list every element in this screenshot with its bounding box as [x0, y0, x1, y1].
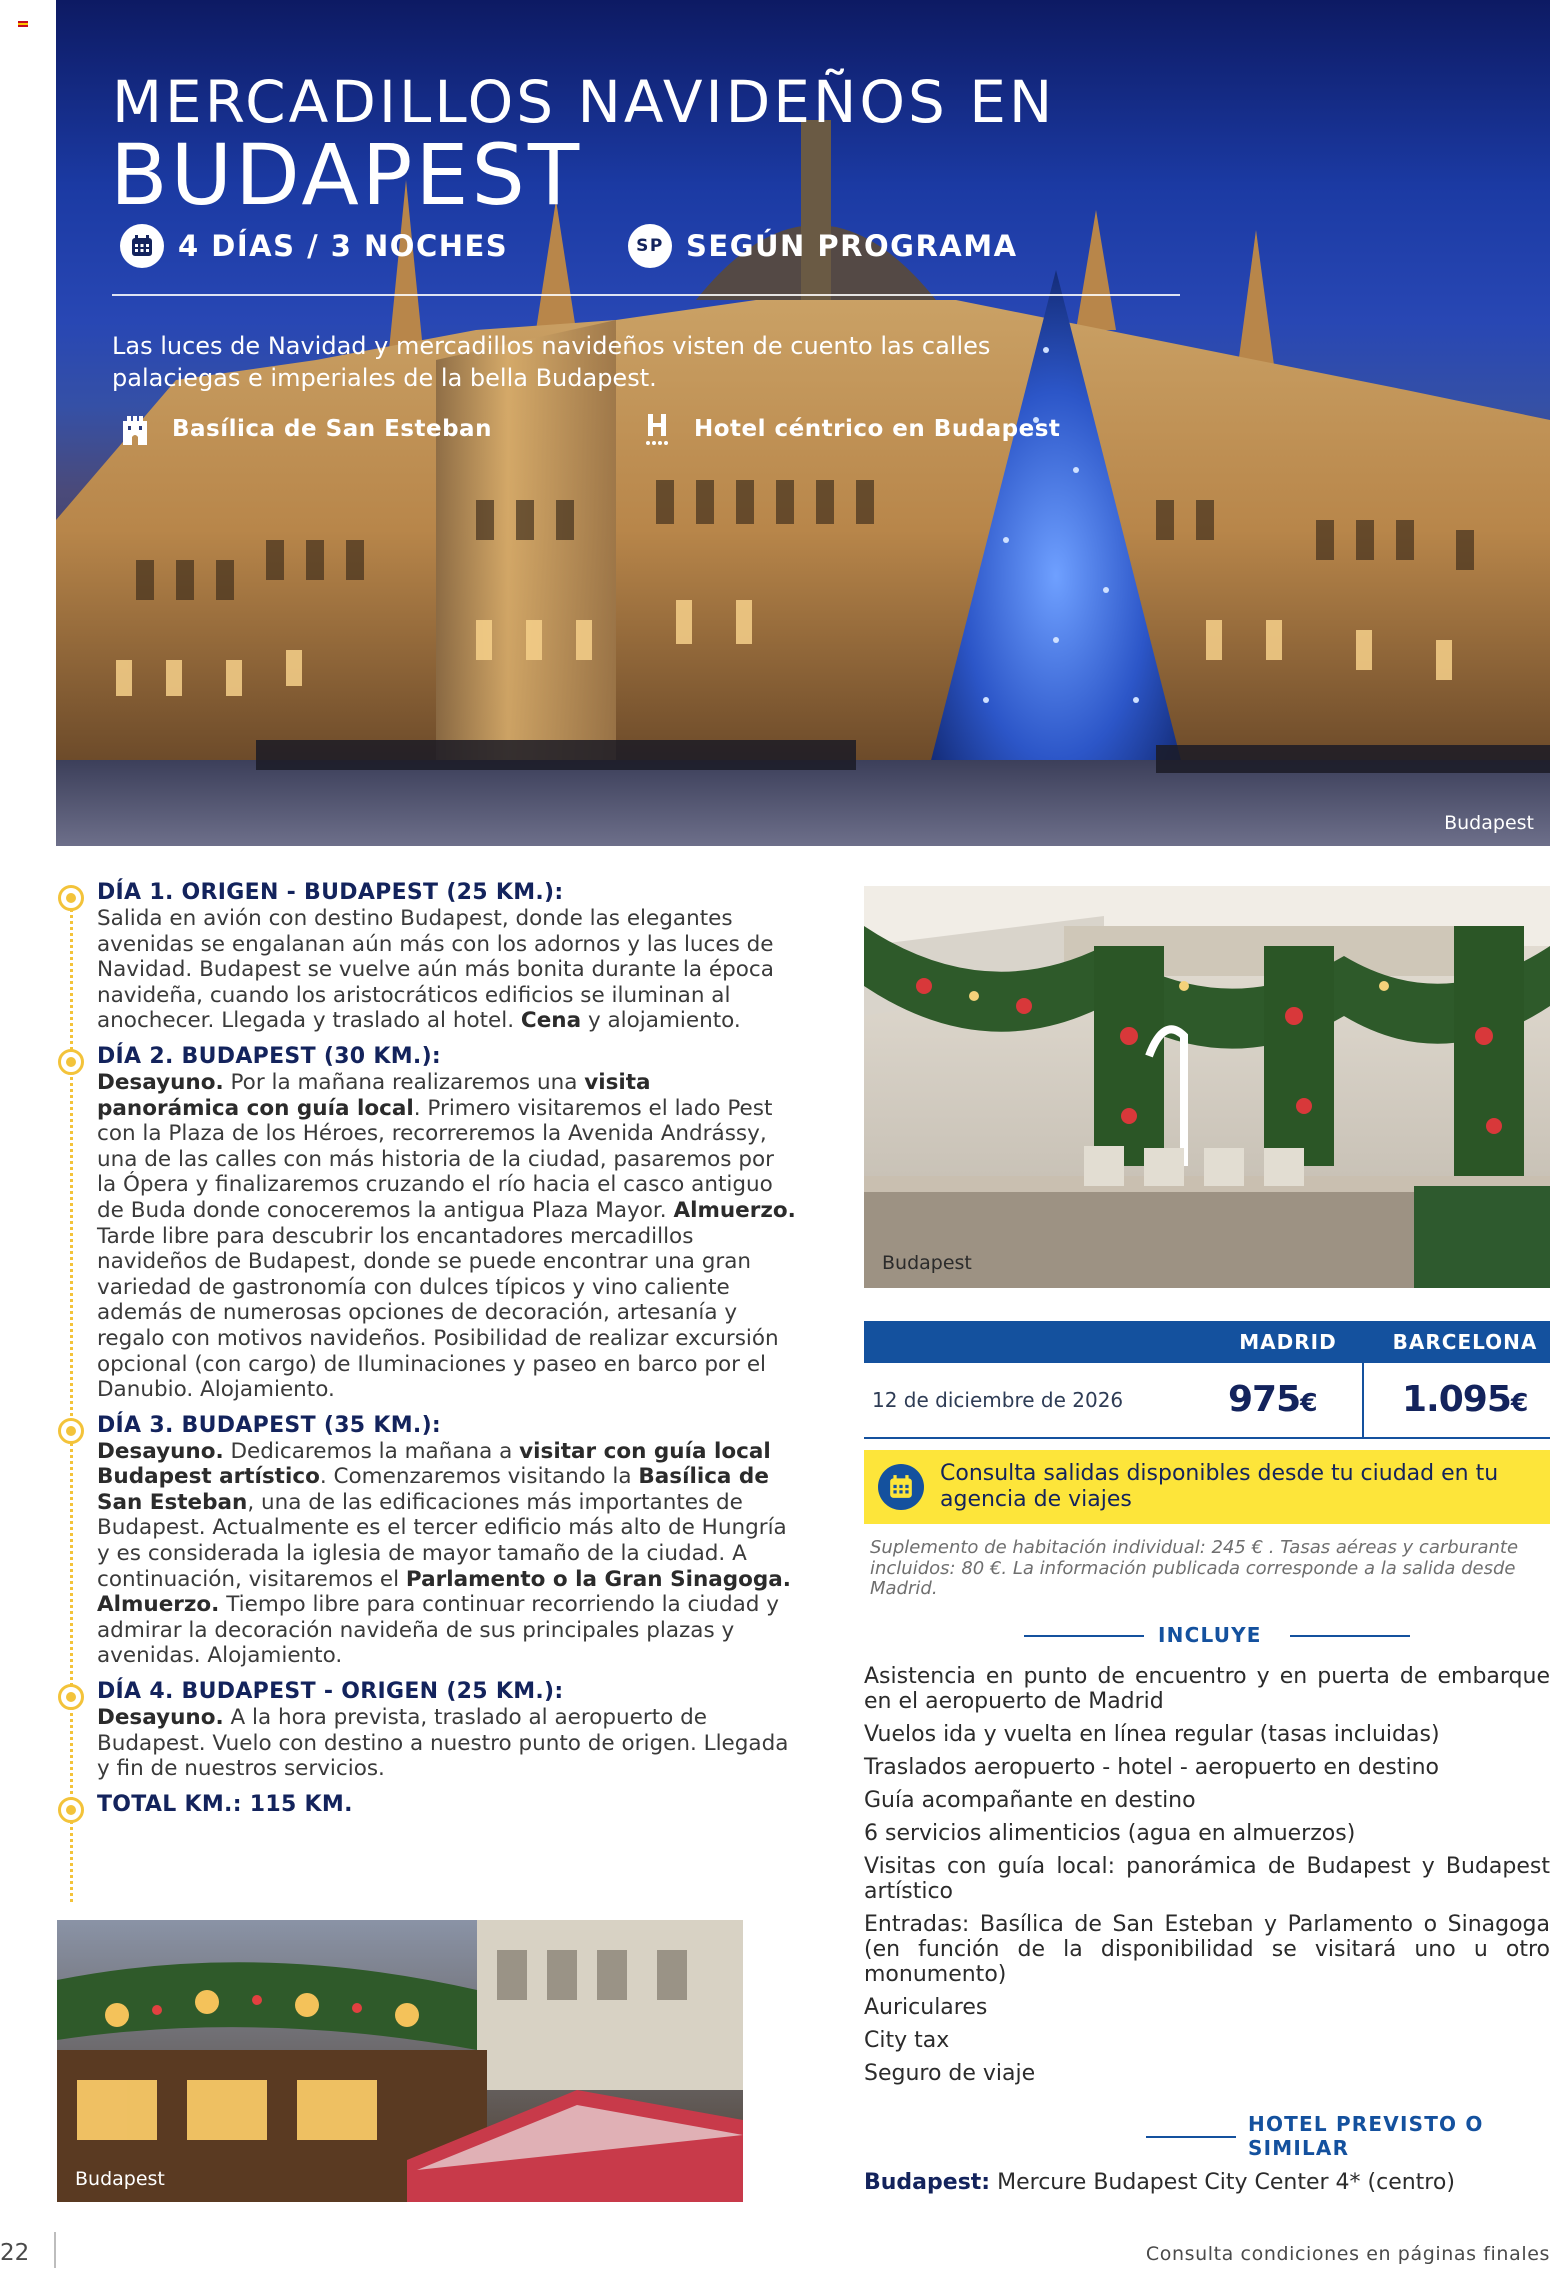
hero-divider [112, 294, 1180, 296]
currency-symbol: € [1300, 1388, 1317, 1417]
incluye-item: Seguro de viaje [864, 2061, 1036, 2086]
photo-stall-illustration [864, 886, 1550, 1288]
incluye-item: Guía acompañante en destino [864, 1788, 1196, 1813]
calendar-icon [120, 224, 164, 268]
day-2 [56, 1044, 796, 1403]
day-3-text: Desayuno. Dedicaremos la mañana a visitar con guía local Budapest artístico. Comenzaremos visitando la Basílica de San Esteban, una de las edificaciones más importantes de Budapest. Actualmente es el tercer edificio más alto de Hungría y es considerada la iglesia de mayor tamaño de la ciudad. A continuación, visitaremos el Parlamento o la Gran Sinagoga. Almuerzo. Tiempo libre para continuar recorriendo la ciudad y admirar la decoración navideña de sus principales plazas y avenidas. Alojamiento. [97, 1438, 791, 1669]
program-text: SEGÚN PROGRAMA [686, 229, 1018, 263]
incluye-item: 6 servicios alimenticios (agua en almuerzos) [864, 1821, 1356, 1846]
photo-christmas-market [57, 1920, 743, 2202]
currency-symbol: € [1510, 1388, 1528, 1417]
hero-title-line1: MERCADILLOS NAVIDEÑOS EN [112, 68, 1056, 136]
feature-basilica [120, 408, 492, 450]
incluye-rule-left [1024, 1635, 1144, 1637]
price-madrid [1228, 1379, 1317, 1420]
day-1 [56, 880, 796, 1034]
incluye-list [864, 1664, 1550, 2094]
castle-icon [120, 412, 150, 446]
incluye-heading [1146, 1622, 1296, 1648]
price-barcelona-value: 1.095 [1402, 1379, 1511, 1420]
feature-basilica-label: Basílica de San Esteban [172, 416, 492, 442]
timeline-dot [58, 1684, 84, 1710]
incluye-item: City tax [864, 2028, 950, 2053]
hotel-icon [642, 412, 672, 446]
photo-top-right-caption: Budapest [882, 1252, 972, 1274]
incluye-item: Asistencia en punto de encuentro y en puerta de embarque en el aeropuerto de Madrid [864, 1664, 1550, 1714]
timeline-dot [58, 885, 84, 911]
total-km [56, 1792, 796, 1818]
day-4-title: DÍA 4. BUDAPEST - ORIGEN (25 KM.): [97, 1679, 564, 1705]
hotel-heading-label: HOTEL PREVISTO O SIMILAR [1248, 2112, 1484, 2160]
incluye-item: Vuelos ida y vuelta en línea regular (tasas incluidas) [864, 1722, 1440, 1747]
hero-photo-caption: Budapest [1444, 812, 1534, 834]
consulta-text: Consulta salidas disponibles desde tu ciudad en tu agencia de viajes [940, 1461, 1499, 1512]
timeline-dot [58, 1049, 84, 1075]
timeline-dot [58, 1418, 84, 1444]
photo-market-stall [864, 886, 1550, 1288]
duration-text: 4 DÍAS / 3 NOCHES [178, 229, 509, 263]
day-3-title: DÍA 3. BUDAPEST (35 KM.): [97, 1412, 442, 1438]
feature-hotel-label: Hotel céntrico en Budapest [694, 416, 1061, 442]
day-2-text: Desayuno. Por la mañana realizaremos una visita panorámica con guía local. Primero visitaremos el lado Pest con la Plaza de los Héroes, recorreremos la Avenida Andrássy, una de las calles con más historia de la ciudad, pasaremos por la Ópera y finalizaremos cruzando el río hacia el casco antiguo de Buda donde conoceremos la antigua Plaza Mayor. Almuerzo. Tarde libre para descubrir los encantadores mercadillos navideños de Budapest, donde se puede encontrar una gran variedad de gastronomía con dulces típicos y vino caliente además de numerosas opciones de decoración, artesanía y regalo con motivos navideños. Posibilidad de realizar excursión opcional (con cargo) de Iluminaciones y paseo en barco por el Danubio. Alojamiento. [97, 1069, 796, 1403]
day-4 [56, 1679, 796, 1782]
incluye-item: Visitas con guía local: panorámica de Budapest y Budapest artístico [864, 1854, 1550, 1904]
day-3 [56, 1413, 796, 1669]
timeline-dot [58, 1797, 84, 1823]
hero-description: Las luces de Navidad y mercadillos navideños visten de cuento las calles palaciegas e imperiales de la bella Budapest. [112, 332, 991, 392]
departure-date: 12 de diciembre de 2026 [872, 1388, 1124, 1412]
price-table-header [864, 1321, 1550, 1363]
hotel-rule-left [1146, 2136, 1236, 2138]
hotel-line [864, 2170, 1455, 2195]
incluye-item: Traslados aeropuerto - hotel - aeropuerto en destino [864, 1755, 1439, 1780]
hero-title-line2: BUDAPEST [110, 126, 583, 224]
itinerary [56, 880, 796, 1818]
photo-bottom-left-caption: Budapest [75, 2168, 165, 2190]
duration-badge [120, 222, 508, 270]
day-1-text: Salida en avión con destino Budapest, donde las elegantes avenidas se engalanan aún más con los adornos y las luces de Navidad. Budapest se vuelve aún más bonita durante la época navideña, cuando los aristocráticos edificios se iluminan al anochecer. Llegada y traslado al hotel. Cena y alojamiento. [97, 906, 774, 1034]
feature-hotel [642, 408, 1060, 450]
day-2-title: DÍA 2. BUDAPEST (30 KM.): [97, 1043, 442, 1069]
consulta-banner [864, 1450, 1550, 1524]
program-badge [628, 222, 1018, 270]
price-barcelona [1402, 1379, 1527, 1420]
hero-banner [56, 0, 1550, 846]
incluye-item: Auriculares [864, 1995, 988, 2020]
sp-badge-icon: SP [628, 224, 672, 268]
total-km-text: TOTAL KM.: 115 KM. [97, 1791, 353, 1817]
hotel-city: Budapest: [864, 2170, 991, 2195]
hotel-name: Mercure Budapest City Center 4* (centro) [997, 2170, 1455, 2195]
footer-note: Consulta condiciones en páginas finales [1145, 2243, 1550, 2265]
language-flag [18, 21, 28, 27]
price-table-row [864, 1363, 1550, 1437]
price-col-madrid: MADRID [1239, 1330, 1337, 1354]
photo-market-stalls-illustration [57, 1920, 743, 2202]
price-table-underline [864, 1437, 1550, 1439]
incluye-heading-label: INCLUYE [1158, 1623, 1262, 1647]
price-col-barcelona: BARCELONA [1392, 1330, 1538, 1354]
incluye-rule-right [1290, 1635, 1410, 1637]
suplemento-note: Suplemento de habitación individual: 245 € . Tasas aéreas y carburante incluidos: 80 €. La información publicada corresponde a la salida desde Madrid. [870, 1537, 1519, 1599]
incluye-item: Entradas: Basílica de San Esteban y Parlamento o Sinagoga (en función de la disponibilidad se visitará uno u otro monumento) [864, 1912, 1550, 1987]
page-number: 22 [0, 2240, 30, 2266]
price-divider [1362, 1363, 1364, 1437]
day-4-text: Desayuno. A la hora prevista, traslado al aeropuerto de Budapest. Vuelo con destino a nuestro punto de origen. Llegada y fin de nuestros servicios. [97, 1705, 789, 1782]
price-madrid-value: 975 [1228, 1379, 1301, 1420]
page-number-rule [54, 2232, 56, 2268]
day-1-title: DÍA 1. ORIGEN - BUDAPEST (25 KM.): [97, 880, 564, 905]
calendar-icon [878, 1464, 924, 1510]
